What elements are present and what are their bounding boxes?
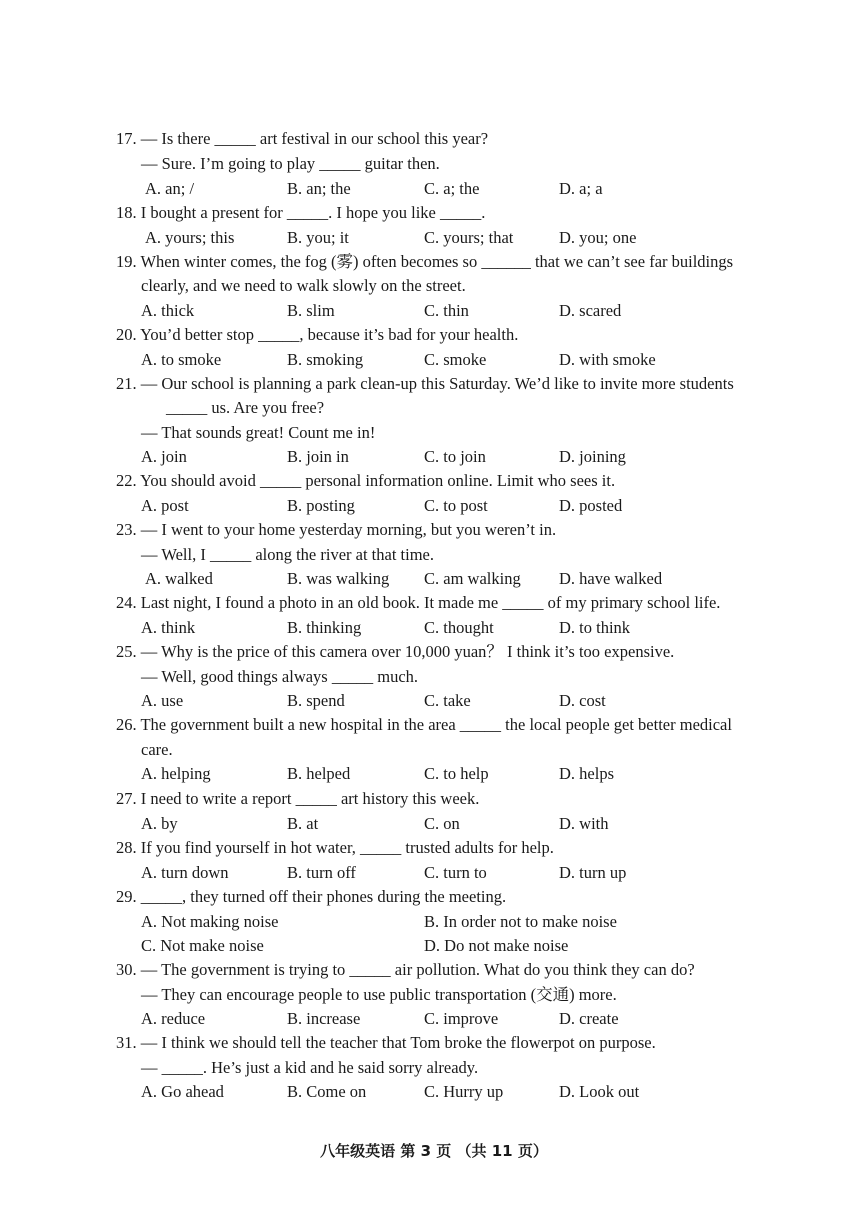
question-19-line-1: 19. When winter comes, the fog (雾) often becomes so ______ that we can’t see far buildings — [116, 252, 734, 271]
option-31-b: B. Come on — [287, 1082, 367, 1101]
question-17-line-2: — Sure. I’m going to play _____ guitar then. — [141, 154, 440, 173]
option-30-c: C. improve — [424, 1009, 499, 1028]
option-24-b: B. thinking — [287, 618, 362, 637]
option-26-a: A. helping — [141, 764, 211, 783]
question-26-line-2: care. — [141, 740, 173, 759]
option-22-b: B. posting — [287, 496, 355, 515]
question-31-line-1: 31. — I think we should tell the teacher that Tom broke the flowerpot on purpose. — [116, 1033, 656, 1052]
option-29-a: A. Not making noise — [141, 912, 279, 931]
option-18-c: C. yours; that — [424, 228, 514, 247]
option-27-c: C. on — [424, 814, 460, 833]
option-19-c: C. thin — [424, 301, 469, 320]
option-17-c: C. a; the — [424, 179, 480, 198]
option-30-a: A. reduce — [141, 1009, 206, 1028]
question-21-line-2: _____ us. Are you free? — [166, 398, 325, 417]
option-20-b: B. smoking — [287, 350, 364, 369]
option-26-d: D. helps — [559, 764, 614, 783]
question-30-line-2: — They can encourage people to use public transportation (交通) more. — [141, 985, 617, 1004]
question-27-line-1: 27. I need to write a report _____ art history this week. — [116, 789, 480, 808]
option-22-a: A. post — [141, 496, 189, 515]
option-18-d: D. you; one — [559, 228, 637, 247]
option-27-a: A. by — [141, 814, 178, 833]
option-17-b: B. an; the — [287, 179, 351, 198]
option-18-a: A. yours; this — [145, 228, 235, 247]
option-19-d: D. scared — [559, 301, 622, 320]
option-27-d: D. with — [559, 814, 609, 833]
option-19-a: A. thick — [141, 301, 195, 320]
option-25-a: A. use — [141, 691, 184, 710]
question-25-line-1: 25. — Why is the price of this camera over 10,000 yuan？ I think it’s too expensive. — [116, 642, 675, 661]
option-25-b: B. spend — [287, 691, 345, 710]
option-24-c: C. thought — [424, 618, 494, 637]
question-29-line-1: 29. _____, they turned off their phones during the meeting. — [116, 887, 507, 906]
option-22-d: D. posted — [559, 496, 623, 515]
option-19-b: B. slim — [287, 301, 335, 320]
question-20-line-1: 20. You’d better stop _____, because it’s bad for your health. — [116, 325, 519, 344]
option-17-d: D. a; a — [559, 179, 603, 198]
option-28-d: D. turn up — [559, 863, 627, 882]
option-28-a: A. turn down — [141, 863, 229, 882]
option-31-a: A. Go ahead — [141, 1082, 224, 1101]
question-23-line-1: 23. — I went to your home yesterday morning, but you weren’t in. — [116, 520, 557, 539]
option-30-b: B. increase — [287, 1009, 361, 1028]
option-23-c: C. am walking — [424, 569, 521, 588]
question-19-line-2: clearly, and we need to walk slowly on the street. — [141, 276, 466, 295]
option-21-a: A. join — [141, 447, 187, 466]
option-28-b: B. turn off — [287, 863, 356, 882]
question-21-line-3: — That sounds great! Count me in! — [141, 423, 376, 442]
question-26-line-1: 26. The government built a new hospital in the area _____ the local people get better medical — [116, 715, 732, 734]
option-29-d: D. Do not make noise — [424, 936, 569, 955]
question-24-line-1: 24. Last night, I found a photo in an old book. It made me _____ of my primary school life. — [116, 593, 721, 612]
question-23-line-2: — Well, I _____ along the river at that time. — [141, 545, 435, 564]
question-25-line-2: — Well, good things always _____ much. — [141, 667, 419, 686]
option-24-a: A. think — [141, 618, 196, 637]
option-26-b: B. helped — [287, 764, 351, 783]
option-31-c: C. Hurry up — [424, 1082, 504, 1101]
option-29-b: B. In order not to make noise — [424, 912, 617, 931]
option-23-d: D. have walked — [559, 569, 663, 588]
option-21-c: C. to join — [424, 447, 486, 466]
question-31-line-2: — _____. He’s just a kid and he said sorry already. — [141, 1058, 479, 1077]
option-25-d: D. cost — [559, 691, 606, 710]
option-26-c: C. to help — [424, 764, 489, 783]
question-18-line-1: 18. I bought a present for _____. I hope you like _____. — [116, 203, 486, 222]
option-25-c: C. take — [424, 691, 471, 710]
option-23-b: B. was walking — [287, 569, 390, 588]
question-22-line-1: 22. You should avoid _____ personal information online. Limit who sees it. — [116, 471, 616, 490]
option-20-d: D. with smoke — [559, 350, 656, 369]
option-21-d: D. joining — [559, 447, 626, 466]
option-29-c: C. Not make noise — [141, 936, 264, 955]
option-17-a: A. an; / — [145, 179, 195, 198]
option-30-d: D. create — [559, 1009, 619, 1028]
question-21-line-1: 21. — Our school is planning a park clean-up this Saturday. We’d like to invite more students — [116, 374, 734, 393]
option-22-c: C. to post — [424, 496, 488, 515]
option-20-c: C. smoke — [424, 350, 487, 369]
option-28-c: C. turn to — [424, 863, 487, 882]
option-20-a: A. to smoke — [141, 350, 222, 369]
option-23-a: A. walked — [145, 569, 213, 588]
question-17-line-1: 17. — Is there _____ art festival in our school this year? — [116, 129, 489, 148]
option-24-d: D. to think — [559, 618, 631, 637]
page-footer: 八年级英语 第 3 页 （共 11 页） — [320, 1142, 548, 1160]
question-30-line-1: 30. — The government is trying to _____ air pollution. What do you think they can do? — [116, 960, 695, 979]
option-21-b: B. join in — [287, 447, 349, 466]
option-27-b: B. at — [287, 814, 319, 833]
option-31-d: D. Look out — [559, 1082, 640, 1101]
option-18-b: B. you; it — [287, 228, 349, 247]
question-28-line-1: 28. If you find yourself in hot water, _____ trusted adults for help. — [116, 838, 554, 857]
